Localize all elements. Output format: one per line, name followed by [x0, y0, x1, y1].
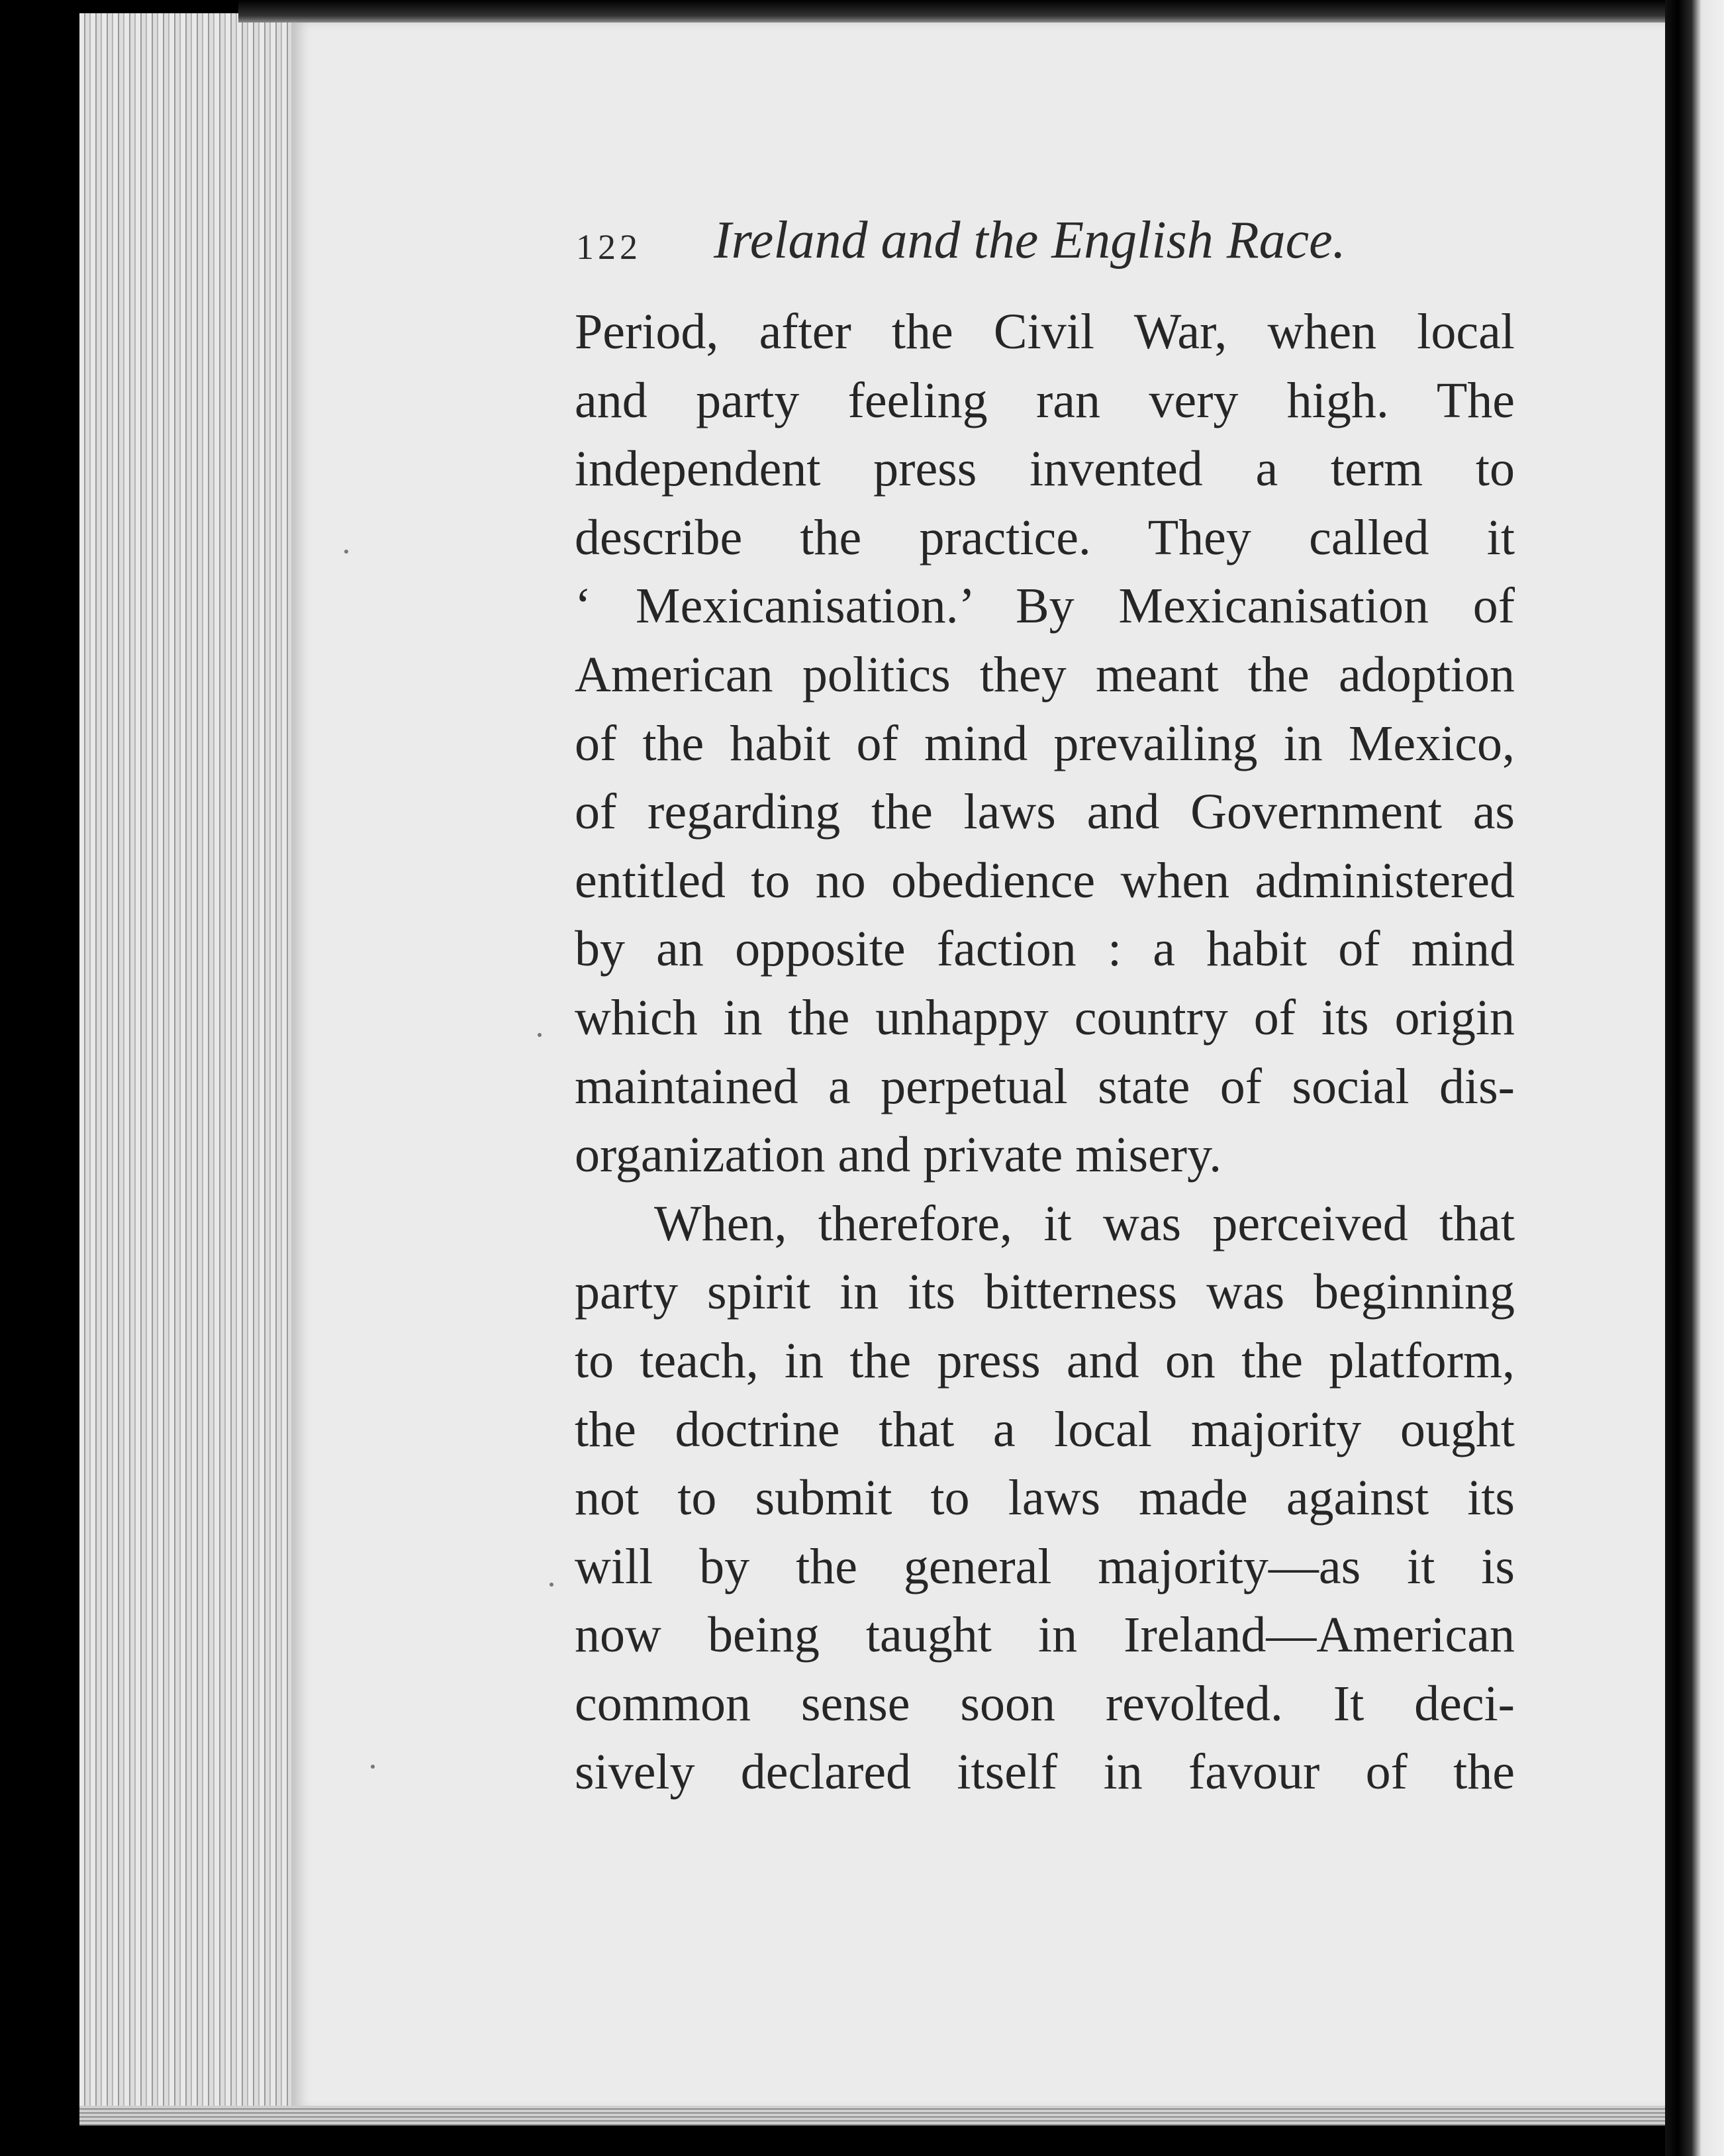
bottom-page-edges — [79, 2106, 1675, 2126]
running-title: Ireland and the English Race. — [714, 211, 1346, 270]
text-line: independent press invented a term to — [575, 441, 1515, 497]
text-line: common sense soon revolted. It deci- — [575, 1675, 1515, 1732]
text-line: which in the unhappy country of its origin — [575, 989, 1515, 1046]
binding-gutter — [1665, 0, 1724, 2156]
text-line: will by the general majority—as it is — [575, 1538, 1515, 1594]
text-line: and party feeling ran very high. The — [575, 372, 1515, 428]
text-line: of regarding the laws and Government as — [575, 784, 1515, 840]
scan-speck — [371, 1765, 375, 1769]
text-line: the doctrine that a local majority ought — [575, 1401, 1515, 1457]
text-line: by an opposite faction : a habit of mind — [575, 921, 1515, 977]
text-line: entitled to no obedience when administered — [575, 852, 1515, 908]
text-line: to teach, in the press and on the platform, — [575, 1332, 1515, 1389]
top-shadow — [238, 0, 1675, 23]
text-line: describe the practice. They called it — [575, 509, 1515, 565]
running-header — [576, 211, 1516, 277]
page-number: 122 — [576, 227, 642, 267]
text-line: ‘ Mexicanisation.’ By Mexicanisation of — [575, 578, 1515, 634]
text-line: now being taught in Ireland—American — [575, 1607, 1515, 1663]
text-line: sively declared itself in favour of the — [575, 1744, 1515, 1800]
text-line: party spirit in its bitterness was beginning — [575, 1264, 1515, 1320]
text-line: organization and private misery. — [575, 1127, 1222, 1183]
scan-speck — [550, 1583, 553, 1587]
text-line: of the habit of mind prevailing in Mexico, — [575, 715, 1515, 771]
text-line: Period, after the Civil War, when local — [575, 304, 1515, 360]
stacked-page-edges — [79, 13, 305, 2112]
text-line: When, therefore, it was perceived that — [654, 1195, 1515, 1251]
text-line: not to submit to laws made against its — [575, 1470, 1515, 1526]
paragraph — [575, 1190, 1515, 1807]
scan-speck — [344, 550, 348, 554]
body-text — [575, 298, 1515, 1807]
text-line: American politics they meant the adoption — [575, 646, 1515, 703]
text-line: maintained a perpetual state of social dis- — [575, 1058, 1515, 1114]
paragraph — [575, 298, 1515, 1190]
scan-speck — [538, 1033, 542, 1037]
